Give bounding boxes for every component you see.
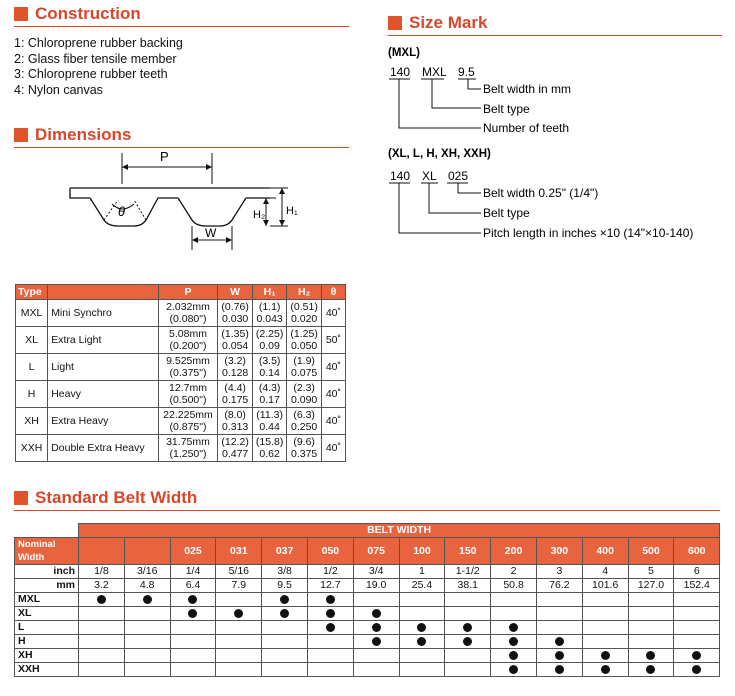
inch-cell: 3/8 bbox=[262, 565, 308, 579]
availability-cell bbox=[536, 621, 582, 635]
availability-cell bbox=[79, 607, 125, 621]
availability-cell bbox=[124, 649, 170, 663]
availability-cell bbox=[536, 663, 582, 677]
section-marker-icon bbox=[14, 128, 28, 142]
h2-cell: (1.9) 0.075 bbox=[287, 354, 322, 381]
nominal-code-cell: 200 bbox=[491, 538, 537, 565]
available-dot-icon bbox=[509, 665, 518, 674]
availability-cell bbox=[674, 593, 720, 607]
construction-item: 1: Chloroprene rubber backing bbox=[14, 36, 183, 50]
availability-cell bbox=[262, 663, 308, 677]
available-dot-icon bbox=[555, 637, 564, 646]
availability-cell bbox=[216, 649, 262, 663]
mm-cell: 6.4 bbox=[170, 579, 216, 593]
mm-cell: 9.5 bbox=[262, 579, 308, 593]
availability-cell bbox=[491, 621, 537, 635]
belt-type-cell: XXH bbox=[15, 663, 79, 677]
w-cell: (3.2) 0.128 bbox=[218, 354, 253, 381]
availability-cell bbox=[399, 663, 445, 677]
type-name-cell: Light bbox=[48, 354, 158, 381]
available-dot-icon bbox=[188, 595, 197, 604]
inch-cell: 1/2 bbox=[307, 565, 353, 579]
availability-cell bbox=[170, 593, 216, 607]
availability-cell bbox=[353, 607, 399, 621]
h2-cell: (2.3) 0.090 bbox=[287, 381, 322, 408]
availability-cell bbox=[124, 663, 170, 677]
nominal-code-cell: 600 bbox=[674, 538, 720, 565]
section-divider bbox=[388, 35, 722, 36]
others-code-type: XL bbox=[422, 169, 437, 183]
table-row bbox=[15, 621, 720, 635]
availability-cell bbox=[170, 649, 216, 663]
inch-cell: 2 bbox=[491, 565, 537, 579]
available-dot-icon bbox=[509, 623, 518, 632]
column-header: W bbox=[218, 285, 253, 300]
nominal-code-cell: 100 bbox=[399, 538, 445, 565]
table-row bbox=[15, 649, 720, 663]
availability-cell bbox=[353, 635, 399, 649]
available-dot-icon bbox=[463, 623, 472, 632]
nominal-code-row bbox=[15, 538, 720, 565]
available-dot-icon bbox=[372, 623, 381, 632]
type-cell: XH bbox=[16, 408, 48, 435]
inch-cell: 3 bbox=[536, 565, 582, 579]
available-dot-icon bbox=[372, 609, 381, 618]
dimensions-table bbox=[15, 284, 346, 462]
available-dot-icon bbox=[326, 595, 335, 604]
size-mark-section bbox=[388, 12, 722, 34]
mm-cell: 19.0 bbox=[353, 579, 399, 593]
inch-cell: 5 bbox=[628, 565, 674, 579]
availability-cell bbox=[536, 607, 582, 621]
type-cell: L bbox=[16, 354, 48, 381]
construction-list bbox=[14, 36, 349, 98]
section-marker-icon bbox=[14, 491, 28, 505]
availability-cell bbox=[307, 649, 353, 663]
h2-cell: (6.3) 0.250 bbox=[287, 408, 322, 435]
available-dot-icon bbox=[509, 637, 518, 646]
type-name-cell: Extra Light bbox=[48, 327, 158, 354]
availability-cell bbox=[628, 663, 674, 677]
theta-cell: 40˚ bbox=[321, 354, 345, 381]
others-label-width: Belt width 0.25" (1/4") bbox=[483, 186, 599, 200]
table-row bbox=[16, 300, 346, 327]
type-name-cell: Extra Heavy bbox=[48, 408, 158, 435]
table-row bbox=[16, 327, 346, 354]
mm-cell: 50.8 bbox=[491, 579, 537, 593]
available-dot-icon bbox=[692, 651, 701, 660]
others-code-teeth: 140 bbox=[390, 169, 411, 183]
mm-cell: 38.1 bbox=[445, 579, 491, 593]
construction-item: 2: Glass fiber tensile member bbox=[14, 51, 177, 66]
availability-cell bbox=[399, 593, 445, 607]
type-cell: XL bbox=[16, 327, 48, 354]
inch-cell: 3/4 bbox=[353, 565, 399, 579]
available-dot-icon bbox=[417, 637, 426, 646]
dimensions-header bbox=[14, 124, 349, 146]
nominal-code-cell: 500 bbox=[628, 538, 674, 565]
availability-cell bbox=[491, 593, 537, 607]
mxl-label-width: Belt width in mm bbox=[483, 82, 572, 96]
availability-cell bbox=[582, 635, 628, 649]
h1-cell: (2.25) 0.09 bbox=[252, 327, 287, 354]
availability-cell bbox=[674, 607, 720, 621]
inch-cell: 1-1/2 bbox=[445, 565, 491, 579]
availability-cell bbox=[79, 635, 125, 649]
h2-cell: (1.25) 0.050 bbox=[287, 327, 322, 354]
others-heading: (XL, L, H, XH, XXH) bbox=[388, 148, 491, 160]
available-dot-icon bbox=[326, 609, 335, 618]
availability-cell bbox=[170, 635, 216, 649]
inch-cell: 5/16 bbox=[216, 565, 262, 579]
nominal-code-cell: 031 bbox=[216, 538, 262, 565]
mxl-heading: (MXL) bbox=[388, 47, 420, 59]
pitch-cell: 31.75mm (1.250") bbox=[158, 435, 218, 462]
available-dot-icon bbox=[601, 651, 610, 660]
inch-cell: 1/8 bbox=[79, 565, 125, 579]
h2-cell: (9.6) 0.375 bbox=[287, 435, 322, 462]
availability-cell bbox=[216, 607, 262, 621]
availability-cell bbox=[399, 649, 445, 663]
availability-cell bbox=[491, 663, 537, 677]
availability-cell bbox=[79, 663, 125, 677]
type-cell: H bbox=[16, 381, 48, 408]
h1-label: H₁ bbox=[286, 205, 298, 217]
available-dot-icon bbox=[555, 651, 564, 660]
h1-cell: (15.8) 0.62 bbox=[252, 435, 287, 462]
availability-cell bbox=[628, 635, 674, 649]
availability-cell bbox=[628, 621, 674, 635]
pitch-cell: 9.525mm (0.375") bbox=[158, 354, 218, 381]
available-dot-icon bbox=[555, 665, 564, 674]
availability-cell bbox=[399, 621, 445, 635]
availability-cell bbox=[445, 663, 491, 677]
availability-cell bbox=[353, 649, 399, 663]
table-row bbox=[15, 593, 720, 607]
pitch-cell: 12.7mm (0.500") bbox=[158, 381, 218, 408]
availability-cell bbox=[353, 621, 399, 635]
mxl-label-type: Belt type bbox=[483, 102, 530, 116]
available-dot-icon bbox=[188, 609, 197, 618]
available-dot-icon bbox=[280, 609, 289, 618]
inch-cell: 3/16 bbox=[124, 565, 170, 579]
column-header: Type bbox=[16, 285, 48, 300]
mm-cell: 4.8 bbox=[124, 579, 170, 593]
nominal-width-label: Nominal Width bbox=[15, 538, 79, 565]
availability-cell bbox=[582, 607, 628, 621]
w-cell: (4.4) 0.175 bbox=[218, 381, 253, 408]
availability-cell bbox=[491, 649, 537, 663]
availability-cell bbox=[536, 635, 582, 649]
availability-cell bbox=[216, 621, 262, 635]
mm-cell: 12.7 bbox=[307, 579, 353, 593]
type-cell: XXH bbox=[16, 435, 48, 462]
availability-cell bbox=[124, 593, 170, 607]
mm-cell: 3.2 bbox=[79, 579, 125, 593]
availability-cell bbox=[124, 621, 170, 635]
availability-cell bbox=[445, 621, 491, 635]
theta-cell: 40˚ bbox=[321, 435, 345, 462]
section-divider bbox=[14, 26, 349, 27]
nominal-code-cell: 025 bbox=[170, 538, 216, 565]
nominal-code-cell: 075 bbox=[353, 538, 399, 565]
pitch-label: P bbox=[160, 149, 169, 164]
available-dot-icon bbox=[280, 595, 289, 604]
w-cell: (0.76) 0.030 bbox=[218, 300, 253, 327]
column-header: H₂ bbox=[287, 285, 322, 300]
availability-cell bbox=[170, 663, 216, 677]
availability-cell bbox=[399, 607, 445, 621]
construction-section bbox=[14, 3, 349, 98]
available-dot-icon bbox=[463, 637, 472, 646]
table-header-row bbox=[16, 285, 346, 300]
availability-cell bbox=[216, 663, 262, 677]
belt-width-title: Standard Belt Width bbox=[35, 488, 198, 507]
availability-cell bbox=[674, 649, 720, 663]
column-header: H₁ bbox=[252, 285, 287, 300]
availability-cell bbox=[216, 593, 262, 607]
construction-item: 3: Chloroprene rubber teeth bbox=[14, 67, 168, 81]
pitch-cell: 22.225mm (0.875") bbox=[158, 408, 218, 435]
w-cell: (1.35) 0.054 bbox=[218, 327, 253, 354]
availability-cell bbox=[674, 635, 720, 649]
belt-type-cell: L bbox=[15, 621, 79, 635]
availability-cell bbox=[79, 621, 125, 635]
availability-cell bbox=[445, 593, 491, 607]
available-dot-icon bbox=[692, 665, 701, 674]
mxl-code-teeth: 140 bbox=[390, 65, 411, 79]
availability-cell bbox=[674, 663, 720, 677]
size-mark-title: Size Mark bbox=[409, 13, 488, 32]
inch-cell: 6 bbox=[674, 565, 720, 579]
availability-cell bbox=[307, 635, 353, 649]
availability-cell bbox=[262, 621, 308, 635]
belt-width-header bbox=[14, 487, 720, 509]
available-dot-icon bbox=[646, 665, 655, 674]
belt-type-cell: MXL bbox=[15, 593, 79, 607]
construction-item: 4: Nylon canvas bbox=[14, 82, 103, 97]
belt-type-cell: H bbox=[15, 635, 79, 649]
size-mark-diagram bbox=[388, 40, 728, 240]
availability-cell bbox=[353, 593, 399, 607]
h1-cell: (4.3) 0.17 bbox=[252, 381, 287, 408]
availability-cell bbox=[124, 607, 170, 621]
inch-cell: 4 bbox=[582, 565, 628, 579]
w-cell: (8.0) 0.313 bbox=[218, 408, 253, 435]
pitch-cell: 2.032mm (0.080") bbox=[158, 300, 218, 327]
nominal-code-cell: 300 bbox=[536, 538, 582, 565]
others-label-pitch: Pitch length in inches ×10 (14"×10-140) bbox=[483, 226, 694, 240]
nominal-code-cell: 400 bbox=[582, 538, 628, 565]
mm-cell: 25.4 bbox=[399, 579, 445, 593]
mm-cell: 7.9 bbox=[216, 579, 262, 593]
availability-cell bbox=[628, 607, 674, 621]
section-marker-icon bbox=[14, 7, 28, 21]
table-row bbox=[16, 381, 346, 408]
availability-cell bbox=[353, 663, 399, 677]
theta-cell: 40˚ bbox=[321, 381, 345, 408]
theta-cell: 40˚ bbox=[321, 408, 345, 435]
availability-cell bbox=[674, 621, 720, 635]
available-dot-icon bbox=[234, 609, 243, 618]
belt-width-header: BELT WIDTH bbox=[79, 524, 720, 538]
others-label-type: Belt type bbox=[483, 206, 530, 220]
size-mark-header bbox=[388, 12, 722, 34]
available-dot-icon bbox=[97, 595, 106, 604]
availability-cell bbox=[79, 649, 125, 663]
availability-cell bbox=[536, 593, 582, 607]
pitch-cell: 5.08mm (0.200") bbox=[158, 327, 218, 354]
type-name-cell: Double Extra Heavy bbox=[48, 435, 158, 462]
h2-cell: (0.51) 0.020 bbox=[287, 300, 322, 327]
construction-title: Construction bbox=[35, 4, 141, 23]
belt-width-table bbox=[14, 523, 720, 677]
others-code-width: 025 bbox=[448, 169, 469, 183]
belt-type-cell: XH bbox=[15, 649, 79, 663]
mm-cell: 101.6 bbox=[582, 579, 628, 593]
nominal-code-cell bbox=[79, 538, 125, 565]
inch-label: inch bbox=[15, 565, 79, 579]
availability-cell bbox=[582, 649, 628, 663]
h1-cell: (3.5) 0.14 bbox=[252, 354, 287, 381]
table-row bbox=[16, 354, 346, 381]
nominal-code-cell bbox=[124, 538, 170, 565]
mm-cell: 152.4 bbox=[674, 579, 720, 593]
type-name-cell: Heavy bbox=[48, 381, 158, 408]
column-header: θ bbox=[321, 285, 345, 300]
table-row bbox=[16, 435, 346, 462]
available-dot-icon bbox=[646, 651, 655, 660]
theta-cell: 50˚ bbox=[321, 327, 345, 354]
availability-cell bbox=[262, 593, 308, 607]
availability-cell bbox=[262, 607, 308, 621]
h1-cell: (11.3) 0.44 bbox=[252, 408, 287, 435]
availability-cell bbox=[307, 621, 353, 635]
table-row bbox=[15, 607, 720, 621]
theta-label: θ bbox=[118, 204, 126, 219]
mm-cell: 76.2 bbox=[536, 579, 582, 593]
availability-cell bbox=[307, 593, 353, 607]
dimensions-title: Dimensions bbox=[35, 125, 132, 144]
nominal-code-cell: 050 bbox=[307, 538, 353, 565]
available-dot-icon bbox=[326, 623, 335, 632]
availability-cell bbox=[445, 607, 491, 621]
type-cell: MXL bbox=[16, 300, 48, 327]
availability-cell bbox=[582, 593, 628, 607]
tooth-profile-diagram bbox=[60, 148, 300, 260]
mm-cell: 127.0 bbox=[628, 579, 674, 593]
dimensions-section bbox=[14, 124, 349, 146]
availability-cell bbox=[79, 593, 125, 607]
belt-width-section bbox=[14, 487, 720, 509]
availability-cell bbox=[262, 649, 308, 663]
type-name-cell: Mini Synchro bbox=[48, 300, 158, 327]
inch-row bbox=[15, 565, 720, 579]
inch-cell: 1/4 bbox=[170, 565, 216, 579]
availability-cell bbox=[262, 635, 308, 649]
available-dot-icon bbox=[372, 637, 381, 646]
available-dot-icon bbox=[417, 623, 426, 632]
availability-cell bbox=[491, 635, 537, 649]
nominal-code-cell: 037 bbox=[262, 538, 308, 565]
construction-header bbox=[14, 3, 349, 25]
table-row bbox=[15, 635, 720, 649]
belt-width-header-row bbox=[15, 524, 720, 538]
nominal-code-cell: 150 bbox=[445, 538, 491, 565]
availability-cell bbox=[307, 663, 353, 677]
mxl-code-width: 9.5 bbox=[458, 65, 475, 79]
availability-cell bbox=[628, 593, 674, 607]
column-header bbox=[48, 285, 158, 300]
h1-cell: (1.1) 0.043 bbox=[252, 300, 287, 327]
availability-cell bbox=[536, 649, 582, 663]
availability-cell bbox=[216, 635, 262, 649]
section-marker-icon bbox=[388, 16, 402, 30]
availability-cell bbox=[307, 607, 353, 621]
availability-cell bbox=[170, 621, 216, 635]
inch-cell: 1 bbox=[399, 565, 445, 579]
mm-row bbox=[15, 579, 720, 593]
table-row bbox=[16, 408, 346, 435]
availability-cell bbox=[491, 607, 537, 621]
section-divider bbox=[14, 510, 720, 511]
availability-cell bbox=[582, 621, 628, 635]
table-row bbox=[15, 663, 720, 677]
available-dot-icon bbox=[601, 665, 610, 674]
available-dot-icon bbox=[143, 595, 152, 604]
availability-cell bbox=[445, 649, 491, 663]
available-dot-icon bbox=[509, 651, 518, 660]
availability-cell bbox=[170, 607, 216, 621]
mxl-label-teeth: Number of teeth bbox=[483, 121, 570, 135]
h2-label: H₂ bbox=[253, 209, 266, 221]
mm-label: mm bbox=[15, 579, 79, 593]
availability-cell bbox=[582, 663, 628, 677]
w-cell: (12.2) 0.477 bbox=[218, 435, 253, 462]
availability-cell bbox=[628, 649, 674, 663]
belt-type-cell: XL bbox=[15, 607, 79, 621]
availability-cell bbox=[124, 635, 170, 649]
availability-cell bbox=[445, 635, 491, 649]
mxl-code-type: MXL bbox=[422, 65, 447, 79]
tooth-width-label: W bbox=[205, 226, 217, 240]
theta-cell: 40˚ bbox=[321, 300, 345, 327]
column-header: P bbox=[158, 285, 218, 300]
availability-cell bbox=[399, 635, 445, 649]
